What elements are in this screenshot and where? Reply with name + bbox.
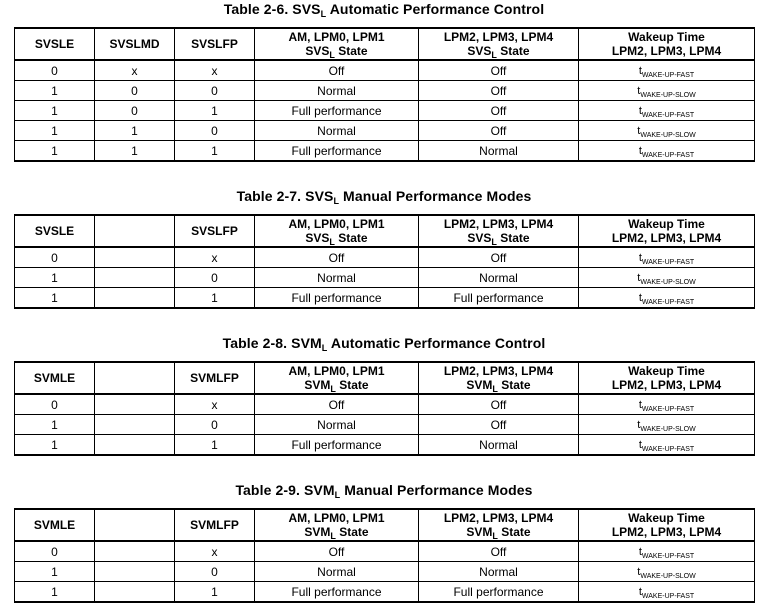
wakeup-time-cell: $t_{WAKE-UP-SLOW}$ — [579, 121, 755, 141]
table-cell: Normal — [419, 268, 579, 288]
table-title-suffix: Automatic Performance Control — [327, 335, 546, 351]
table-row — [15, 415, 755, 435]
table-row — [15, 582, 755, 603]
table-cell: Off — [419, 60, 579, 81]
table-cell: 0 — [175, 562, 255, 582]
table-cell: 1 — [95, 121, 175, 141]
table-title-sub: L — [321, 343, 328, 353]
data-table — [14, 214, 755, 309]
table-cell: 0 — [95, 81, 175, 101]
wakeup-time-cell: $t_{WAKE-UP-FAST}$ — [579, 247, 755, 268]
table-cell: Off — [419, 247, 579, 268]
table-title-sub: L — [334, 490, 341, 500]
col-header-wakeup-time: Wakeup Time LPM2, LPM3, LPM4 — [579, 509, 755, 541]
table-cell: Full performance — [255, 101, 419, 121]
col-header — [95, 362, 175, 394]
data-table — [14, 361, 755, 456]
table-cell: x — [175, 541, 255, 562]
table-cell: 1 — [95, 141, 175, 162]
col-header: SVMLE — [15, 362, 95, 394]
table-cell: x — [175, 60, 255, 81]
table-row — [15, 121, 755, 141]
table-cell: 0 — [15, 247, 95, 268]
table-cell: Full performance — [255, 435, 419, 456]
col-header-wakeup-time: Wakeup Time LPM2, LPM3, LPM4 — [579, 28, 755, 60]
table-cell: 0 — [95, 101, 175, 121]
wakeup-time-cell: $t_{WAKE-UP-FAST}$ — [579, 541, 755, 562]
table-cell: 1 — [15, 141, 95, 162]
table-cell — [95, 288, 175, 309]
table-cell: Off — [419, 81, 579, 101]
table-cell: 1 — [15, 288, 95, 309]
wakeup-time-cell: $t_{WAKE-UP-FAST}$ — [579, 60, 755, 81]
table-cell: Normal — [255, 81, 419, 101]
table-cell: x — [175, 394, 255, 415]
table-cell: Off — [419, 415, 579, 435]
table-cell — [95, 562, 175, 582]
col-header-active-state: AM, LPM0, LPM1 $SVS_L$ State — [255, 215, 419, 247]
table-row — [15, 81, 755, 101]
header-row — [15, 215, 755, 247]
table-row — [15, 60, 755, 81]
col-header — [95, 215, 175, 247]
table-row — [15, 435, 755, 456]
table-cell: 1 — [175, 435, 255, 456]
table-cell: Off — [419, 121, 579, 141]
wakeup-time-cell: $t_{WAKE-UP-FAST}$ — [579, 435, 755, 456]
table-title-sub: L — [320, 9, 327, 19]
col-header-wakeup-time: Wakeup Time LPM2, LPM3, LPM4 — [579, 215, 755, 247]
table-cell: Full performance — [419, 288, 579, 309]
col-header: SVMLFP — [175, 362, 255, 394]
table-row — [15, 394, 755, 415]
table-cell: Normal — [419, 562, 579, 582]
wakeup-time-cell: $t_{WAKE-UP-SLOW}$ — [579, 268, 755, 288]
col-header-lpm-state: LPM2, LPM3, LPM4 $SVS_L$ State — [419, 215, 579, 247]
table-cell: Full performance — [419, 582, 579, 603]
table-cell: 1 — [15, 268, 95, 288]
wakeup-time-cell: $t_{WAKE-UP-SLOW}$ — [579, 81, 755, 101]
table-cell: 0 — [175, 121, 255, 141]
col-header-lpm-state: LPM2, LPM3, LPM4 $SVS_L$ State — [419, 28, 579, 60]
col-header-lpm-state: LPM2, LPM3, LPM4 $SVM_L$ State — [419, 509, 579, 541]
col-header-active-state: AM, LPM0, LPM1 $SVM_L$ State — [255, 362, 419, 394]
table-cell: 0 — [175, 81, 255, 101]
table-cell — [95, 247, 175, 268]
table-cell: Normal — [419, 141, 579, 162]
table-row — [15, 288, 755, 309]
table-cell: Off — [255, 541, 419, 562]
table-cell: 1 — [15, 435, 95, 456]
table-cell: Normal — [255, 268, 419, 288]
wakeup-time-cell: $t_{WAKE-UP-SLOW}$ — [579, 415, 755, 435]
table-title — [14, 334, 754, 352]
table-cell: Off — [255, 60, 419, 81]
col-header-active-state: AM, LPM0, LPM1 $SVM_L$ State — [255, 509, 419, 541]
header-row — [15, 509, 755, 541]
table-cell: 1 — [15, 562, 95, 582]
table-cell: 0 — [15, 60, 95, 81]
table-title-prefix: Table 2-7. SVS — [236, 188, 334, 204]
col-header: SVSLMD — [95, 28, 175, 60]
table-cell: 1 — [15, 582, 95, 603]
table-cell — [95, 541, 175, 562]
table-row — [15, 101, 755, 121]
table-cell: 0 — [15, 541, 95, 562]
table-row — [15, 268, 755, 288]
table-cell: Off — [419, 541, 579, 562]
header-row — [15, 362, 755, 394]
col-header: SVMLE — [15, 509, 95, 541]
wakeup-time-cell: $t_{WAKE-UP-SLOW}$ — [579, 562, 755, 582]
table-row — [15, 247, 755, 268]
table-cell: Normal — [255, 562, 419, 582]
table-cell: Off — [255, 247, 419, 268]
table-cell: Full performance — [255, 582, 419, 603]
col-header: SVMLFP — [175, 509, 255, 541]
table-title — [14, 481, 754, 499]
table-cell: 1 — [15, 121, 95, 141]
table-cell: Normal — [419, 435, 579, 456]
table-title-suffix: Manual Performance Modes — [339, 188, 532, 204]
table-cell: 0 — [175, 415, 255, 435]
table-cell: x — [95, 60, 175, 81]
table-title-sub: L — [333, 196, 340, 206]
col-header: SVSLFP — [175, 28, 255, 60]
table-cell: 1 — [175, 288, 255, 309]
table-row — [15, 562, 755, 582]
col-header — [95, 509, 175, 541]
wakeup-time-cell: $t_{WAKE-UP-FAST}$ — [579, 582, 755, 603]
table-cell — [95, 268, 175, 288]
table-cell: 0 — [15, 394, 95, 415]
table-title-suffix: Automatic Performance Control — [326, 1, 545, 17]
table-title-prefix: Table 2-6. SVS — [223, 1, 321, 17]
table-title — [14, 187, 754, 205]
table-title — [14, 0, 754, 18]
col-header-wakeup-time: Wakeup Time LPM2, LPM3, LPM4 — [579, 362, 755, 394]
table-cell: Full performance — [255, 288, 419, 309]
table-title-prefix: Table 2-9. SVM — [235, 482, 335, 498]
table-cell: 1 — [15, 101, 95, 121]
col-header: SVSLE — [15, 215, 95, 247]
table-cell: 1 — [15, 415, 95, 435]
table-cell: Normal — [255, 121, 419, 141]
wakeup-time-cell: $t_{WAKE-UP-FAST}$ — [579, 101, 755, 121]
col-header-lpm-state: LPM2, LPM3, LPM4 $SVM_L$ State — [419, 362, 579, 394]
data-table — [14, 27, 755, 162]
header-row — [15, 28, 755, 60]
wakeup-time-cell: $t_{WAKE-UP-FAST}$ — [579, 394, 755, 415]
col-header: SVSLE — [15, 28, 95, 60]
table-cell: 1 — [15, 81, 95, 101]
table-cell — [95, 415, 175, 435]
table-row — [15, 141, 755, 162]
table-cell: Full performance — [255, 141, 419, 162]
table-row — [15, 541, 755, 562]
col-header-active-state: AM, LPM0, LPM1 $SVS_L$ State — [255, 28, 419, 60]
table-cell: 1 — [175, 582, 255, 603]
table-cell — [95, 582, 175, 603]
wakeup-time-cell: $t_{WAKE-UP-FAST}$ — [579, 141, 755, 162]
table-title-prefix: Table 2-8. SVM — [222, 335, 322, 351]
col-header: SVSLFP — [175, 215, 255, 247]
table-cell: 1 — [175, 101, 255, 121]
table-cell: x — [175, 247, 255, 268]
table-cell: 1 — [175, 141, 255, 162]
wakeup-time-cell: $t_{WAKE-UP-FAST}$ — [579, 288, 755, 309]
table-cell: Off — [419, 101, 579, 121]
table-cell — [95, 394, 175, 415]
data-table — [14, 508, 755, 603]
table-cell: Normal — [255, 415, 419, 435]
table-cell — [95, 435, 175, 456]
table-cell: Off — [419, 394, 579, 415]
table-cell: 0 — [175, 268, 255, 288]
table-title-suffix: Manual Performance Modes — [340, 482, 533, 498]
table-cell: Off — [255, 394, 419, 415]
